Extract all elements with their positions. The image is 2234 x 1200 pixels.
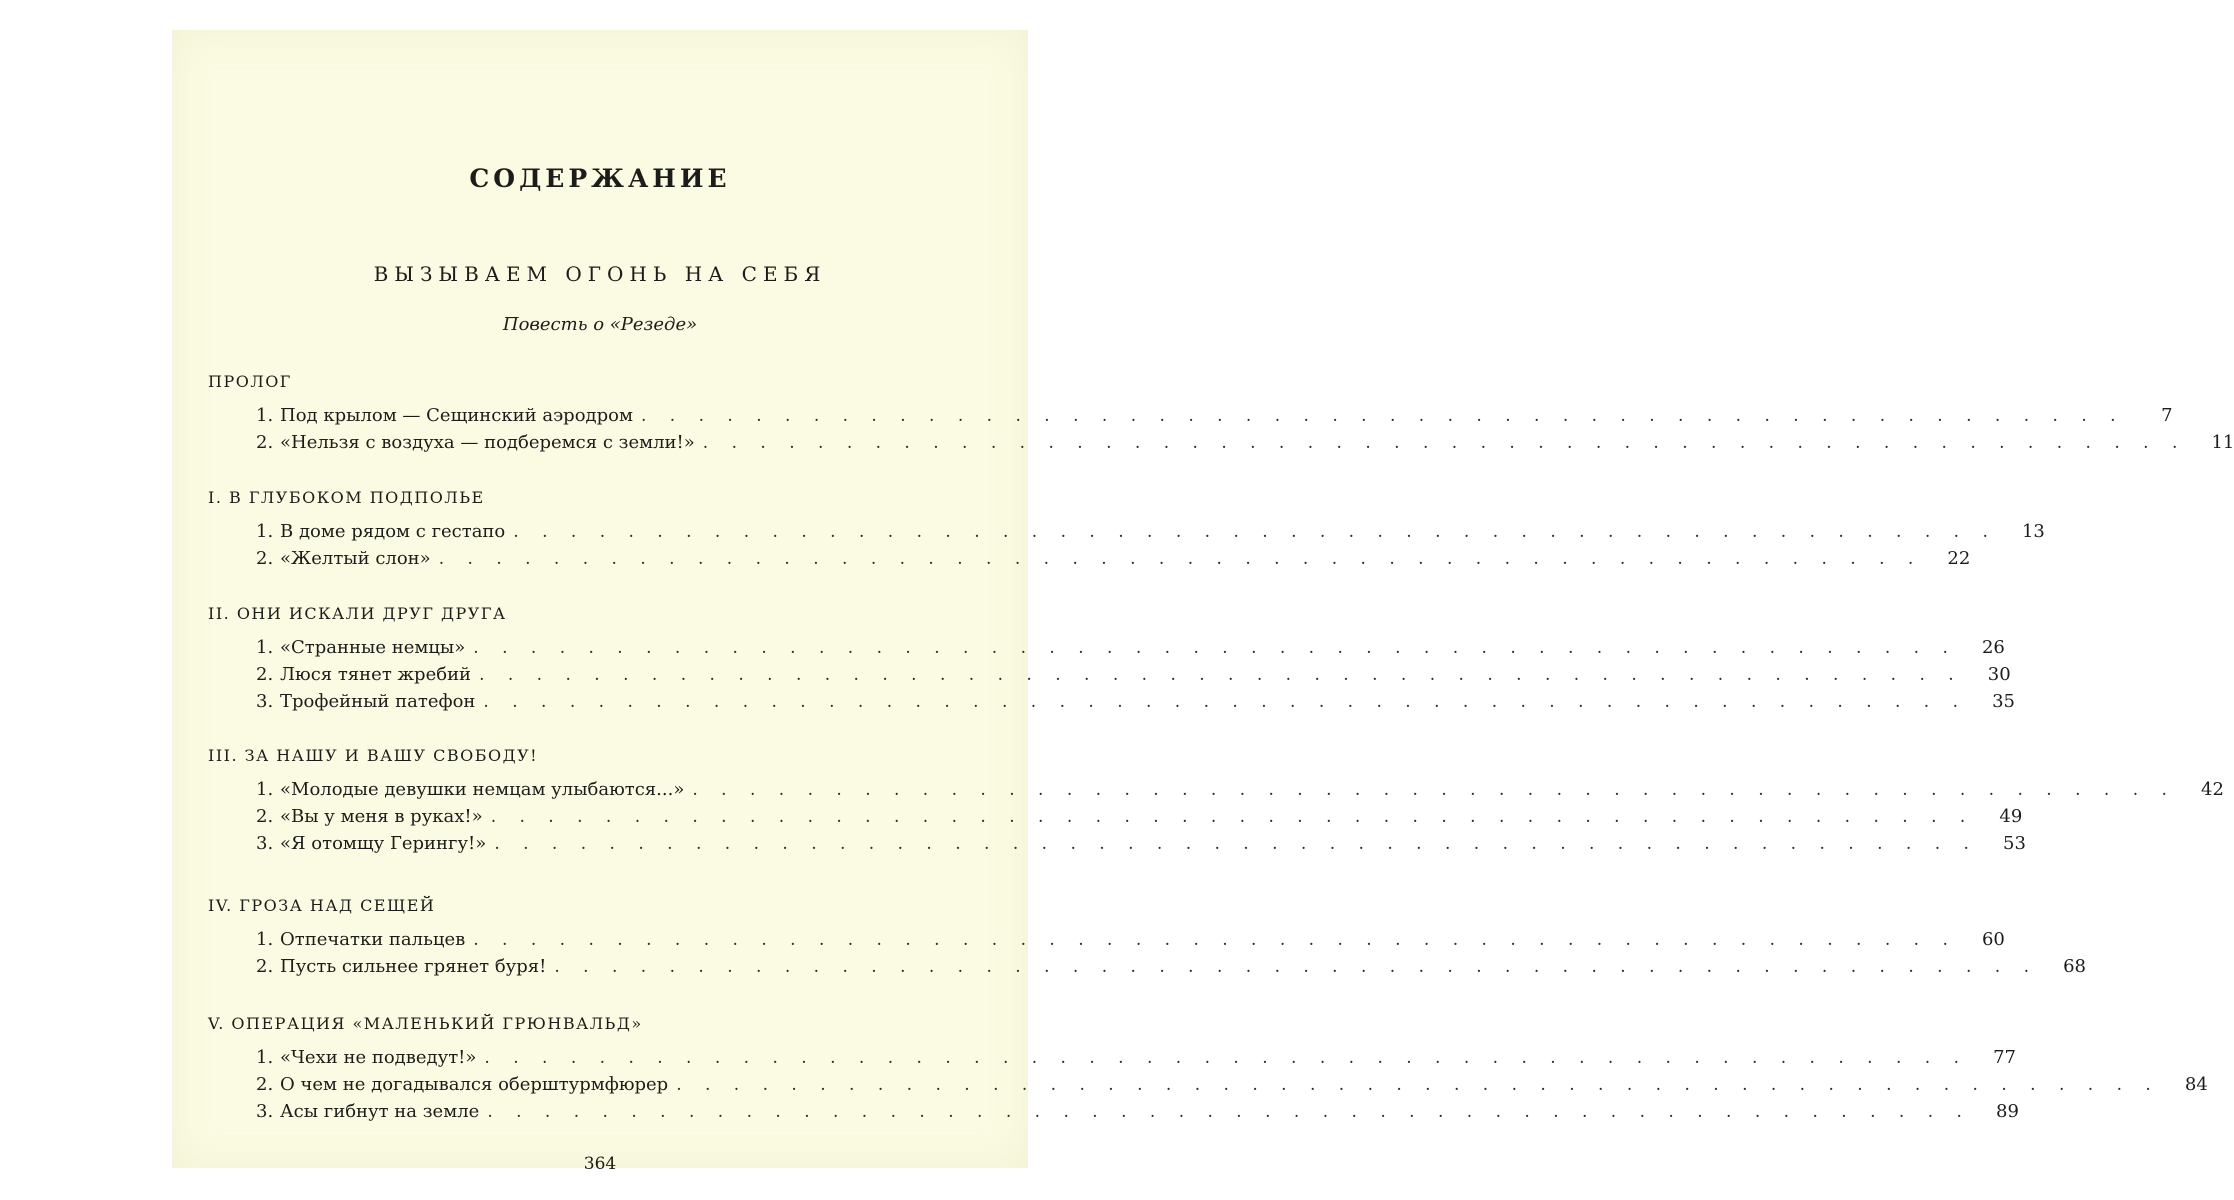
entry-number: 1. <box>256 521 274 542</box>
entry-title: Асы гибнут на земле <box>280 1101 480 1122</box>
entry-number: 2. <box>256 664 274 685</box>
section-chapter-4 <box>208 892 2086 980</box>
entry-number: 1. <box>256 929 274 950</box>
entry-page-number: 77 <box>1993 1047 2016 1068</box>
section-prologue <box>208 368 2234 456</box>
entry-number: 3. <box>256 1101 274 1122</box>
entry-page-number: 30 <box>1987 664 2011 685</box>
entry-page-number: 89 <box>1996 1101 2019 1122</box>
section-chapter-5 <box>208 1010 2208 1125</box>
toc-entry <box>208 429 2234 456</box>
entry-page-number: 26 <box>1981 637 2005 658</box>
section-heading: IV. ГРОЗА НАД СЕЩЕЙ <box>208 896 436 915</box>
toc-entry <box>208 634 2005 661</box>
entry-page-number: 68 <box>2063 956 2086 977</box>
toc-entry <box>208 926 2005 953</box>
entry-page-number: 22 <box>1947 548 1971 569</box>
entry-title: Отпечатки пальцев <box>280 929 466 950</box>
entry-title: Под крылом — Сещинский аэродром <box>280 405 633 426</box>
toc-entry <box>208 402 2173 429</box>
entry-number: 2. <box>256 1074 274 1095</box>
entry-title: «Молодые девушки немцам улыбаются...» <box>280 779 685 800</box>
toc-entry <box>208 545 1971 572</box>
section-chapter-2 <box>208 600 2016 715</box>
entry-title: «Странные немцы» <box>280 637 466 658</box>
dot-leader: . . . . . . . . . . . . . . . . . . . . . . . . . . . . . . . . . . . . . . . . . . . . . . . . . . . . <box>702 433 2187 453</box>
dot-leader: . . . . . . . . . . . . . . . . . . . . . . . . . . . . . . . . . . . . . . . . . . . . . . . . . . . . <box>473 638 1957 658</box>
dot-leader: . . . . . . . . . . . . . . . . . . . . . . . . . . . . . . . . . . . . . . . . . . . . . . . . . . . . <box>483 692 1968 712</box>
entry-title: «Вы у меня в руках!» <box>280 806 483 827</box>
entry-page-number: 60 <box>1981 929 2005 950</box>
dot-leader: . . . . . . . . . . . . . . . . . . . . . . . . . . . . . . . . . . . . . . . . . . . . . . . . . . . . <box>554 957 2038 977</box>
book-title: ВЫЗЫВАЕМ ОГОНЬ НА СЕБЯ <box>373 262 827 286</box>
entry-title: Пусть сильнее грянет буря! <box>280 956 547 977</box>
dot-leader: . . . . . . . . . . . . . . . . . . . . . . . . . . . . . . . . . . . . . . . . . . . . . . . . . . . . <box>692 780 2176 800</box>
entry-number: 1. <box>256 405 274 426</box>
dot-leader: . . . . . . . . . . . . . . . . . . . . . . . . . . . . . . . . . . . . . . . . . . . . . . . . . . . . <box>484 1048 1968 1068</box>
book-subtitle: Повесть о «Резеде» <box>502 314 698 335</box>
entry-title: В доме рядом с гестапо <box>280 521 506 542</box>
entry-page-number: 13 <box>2021 521 2045 542</box>
entry-number: 1. <box>256 1047 274 1068</box>
entry-number: 3. <box>256 691 274 712</box>
entry-page-number: 53 <box>2003 833 2026 854</box>
dot-leader: . . . . . . . . . . . . . . . . . . . . . . . . . . . . . . . . . . . . . . . . . . . . . . . . . . . . <box>487 1102 1971 1122</box>
dot-leader: . . . . . . . . . . . . . . . . . . . . . . . . . . . . . . . . . . . . . . . . . . . . . . . . . . . . <box>490 807 1975 827</box>
section-heading: II. ОНИ ИСКАЛИ ДРУГ ДРУГА <box>208 604 507 623</box>
section-heading: III. ЗА НАШУ И ВАШУ СВОБОДУ! <box>208 746 539 765</box>
entry-number: 3. <box>256 833 274 854</box>
entry-page-number: 11 <box>2211 432 2234 453</box>
dot-leader: . . . . . . . . . . . . . . . . . . . . . . . . . . . . . . . . . . . . . . . . . . . . . . . . . . . . <box>438 549 1923 569</box>
contents-title: СОДЕРЖАНИЕ <box>469 164 731 193</box>
entry-page-number: 42 <box>2201 779 2224 800</box>
entry-title: «Чехи не подведут!» <box>280 1047 477 1068</box>
entry-page-number: 7 <box>2161 405 2173 426</box>
toc-entry <box>208 1071 2208 1098</box>
entry-number: 2. <box>256 806 274 827</box>
toc-entry <box>208 953 2086 980</box>
section-heading: I. В ГЛУБОКОМ ПОДПОЛЬЕ <box>208 488 485 507</box>
dot-leader: . . . . . . . . . . . . . . . . . . . . . . . . . . . . . . . . . . . . . . . . . . . . . . . . . . . . <box>494 834 1978 854</box>
entry-title: Трофейный патефон <box>280 691 476 712</box>
entry-title: «Желтый слон» <box>280 548 431 569</box>
toc-entry <box>208 661 2011 688</box>
toc-entry <box>208 803 2023 830</box>
entry-title: О чем не догадывался оберштурмфюрер <box>280 1074 669 1095</box>
toc-entry <box>208 1098 2019 1125</box>
entry-title: «Нельзя с воздуха — подберемся с земли!» <box>280 432 695 453</box>
entry-number: 2. <box>256 432 274 453</box>
section-heading: V. ОПЕРАЦИЯ «МАЛЕНЬКИЙ ГРЮНВАЛЬД» <box>208 1014 643 1033</box>
entry-title: «Я отомщу Герингу!» <box>280 833 487 854</box>
entry-number: 2. <box>256 956 274 977</box>
toc-entry <box>208 688 2016 715</box>
book-page <box>172 30 2234 1174</box>
section-heading: ПРОЛОГ <box>208 372 292 391</box>
page-number: 364 <box>583 1154 617 1174</box>
entry-title: Люся тянет жребий <box>280 664 472 685</box>
toc-entry <box>208 518 2045 545</box>
section-chapter-1 <box>208 484 2045 572</box>
section-chapter-3 <box>208 742 2224 857</box>
dot-leader: . . . . . . . . . . . . . . . . . . . . . . . . . . . . . . . . . . . . . . . . . . . . . . . . . . . . <box>479 665 1963 685</box>
entry-page-number: 35 <box>1992 691 2016 712</box>
toc-entry <box>208 1044 2016 1071</box>
entry-number: 1. <box>256 637 274 658</box>
entry-number: 1. <box>256 779 274 800</box>
dot-leader: . . . . . . . . . . . . . . . . . . . . . . . . . . . . . . . . . . . . . . . . . . . . . . . . . . . . <box>513 522 1997 542</box>
toc-entry <box>208 776 2224 803</box>
entry-page-number: 84 <box>2184 1074 2208 1095</box>
toc-entry <box>208 830 2026 857</box>
entry-page-number: 49 <box>1999 806 2023 827</box>
entry-number: 2. <box>256 548 274 569</box>
dot-leader: . . . . . . . . . . . . . . . . . . . . . . . . . . . . . . . . . . . . . . . . . . . . . . . . . . . . <box>676 1075 2160 1095</box>
dot-leader: . . . . . . . . . . . . . . . . . . . . . . . . . . . . . . . . . . . . . . . . . . . . . . . . . . . . <box>473 930 1957 950</box>
dot-leader: . . . . . . . . . . . . . . . . . . . . . . . . . . . . . . . . . . . . . . . . . . . . . . . . . . . . <box>640 406 2125 426</box>
